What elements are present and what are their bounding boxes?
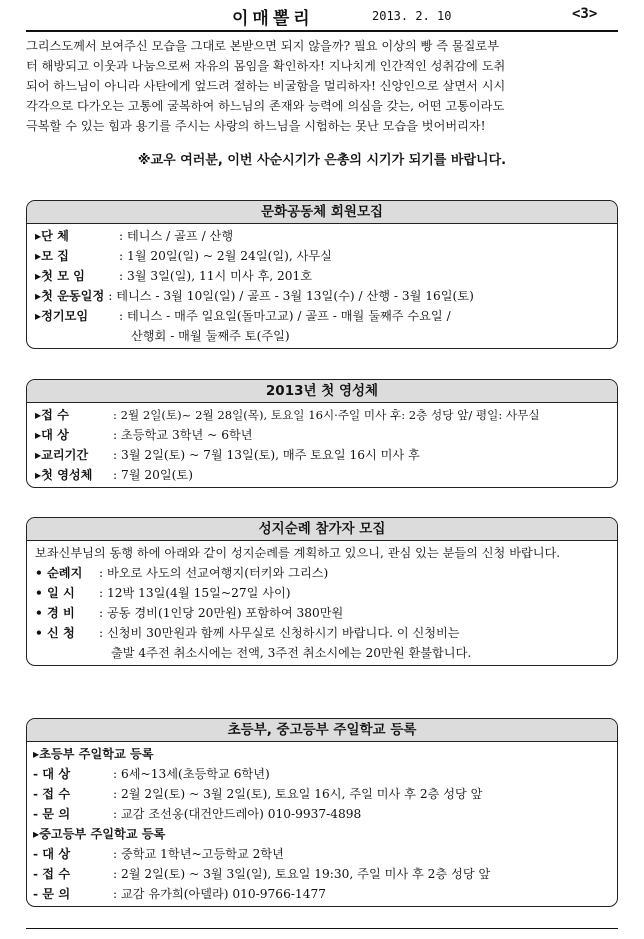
row-value: : 테니스 - 3월 10일(일) / 골프 - 3월 13일(수) / 산행 - 3월 16일(토) — [108, 289, 474, 303]
intro-line: 극복할 수 있는 힘과 용기를 주시는 사랑의 하느님을 시험하는 못난 모습을 벗어버리자! — [26, 119, 486, 133]
row-label: ▸교리기간 — [35, 448, 89, 462]
section-title: 성지순례 참가자 모집 — [27, 518, 617, 541]
intro-line: 그리스도께서 보여주신 모습을 그대로 본받으면 되지 않을까? 필요 이상의 빵 즉 물질로부 — [26, 39, 499, 53]
intro-line: 각각으로 다가오는 고통에 굴복하여 하느님의 존재와 능력에 의심을 갖는, 어떤 고통이라도 — [26, 99, 505, 113]
info-row — [33, 864, 609, 884]
row-value: 출발 4주전 취소시에는 전액, 3주전 취소시에는 20만원 환불합니다. — [111, 646, 472, 660]
row-label: ▸첫 모 임 — [35, 269, 85, 283]
row-label: - 대 상 — [33, 847, 71, 861]
row-value: : 1월 20일(일) ~ 2월 24일(일), 사무실 — [119, 249, 332, 263]
row-value: : 테니스 - 매주 일요일(돌마고교) / 골프 - 매월 둘째주 수요일 / — [119, 309, 451, 323]
info-row — [35, 246, 609, 266]
row-label: ▸접 수 — [35, 408, 69, 422]
row-label: ▸단 체 — [35, 229, 69, 243]
row-value: : 신청비 30만원과 함께 사무실로 신청하시기 바랍니다. 이 신청비는 — [99, 626, 460, 640]
section-title: 문화공동체 회원모집 — [27, 201, 617, 224]
row-label: - 접 수 — [33, 867, 71, 881]
issue-date: 2013. 2. 10 — [372, 9, 452, 23]
row-label: • 신 청 — [35, 626, 75, 640]
info-row — [35, 563, 609, 583]
row-value: : 12박 13일(4월 15일~27일 사이) — [99, 586, 291, 600]
page-number: <3> — [572, 6, 598, 22]
group-heading: ▸초등부 주일학교 등록 — [33, 747, 154, 761]
row-value: : 중학교 1학년~고등학교 2학년 — [113, 847, 284, 861]
row-label: - 대 상 — [33, 767, 71, 781]
row-value: : 초등학교 3학년 ~ 6학년 — [113, 428, 253, 442]
first-communion-section — [26, 379, 618, 488]
row-label: - 문 의 — [33, 807, 71, 821]
row-value: : 3월 2일(토) ~ 7월 13일(토), 매주 토요일 16시 미사 후 — [113, 448, 420, 462]
row-label: • 순례지 — [35, 566, 83, 580]
info-row — [35, 583, 609, 603]
info-row — [33, 884, 609, 904]
info-row — [35, 603, 609, 623]
footer-divider — [26, 928, 618, 929]
info-row — [33, 784, 609, 804]
row-value: : 2월 2일(토) ~ 3월 3일(일), 토요일 19:30, 주일 미사 후 2층 성당 앞 — [113, 867, 491, 881]
row-label: ▸정기모임 — [35, 309, 89, 323]
row-label: ▸모 집 — [35, 249, 69, 263]
pilgrimage-section — [26, 517, 618, 666]
intro-line: 되어 하느님이 아니라 사탄에게 엎드려 절하는 비굴함을 멀리하자! 신앙인으로 살면서 시시 — [26, 79, 506, 93]
info-row — [35, 405, 609, 425]
row-value: : 바오로 사도의 선교여행지(터키와 그리스) — [99, 566, 329, 580]
section-title: 초등부, 중고등부 주일학교 등록 — [27, 719, 617, 742]
row-value: 산행회 - 매월 둘째주 토(주일) — [131, 329, 290, 343]
culture-club-section — [26, 200, 618, 349]
info-row — [35, 266, 609, 286]
row-label: ▸첫 운동일정 — [35, 289, 105, 303]
row-label: • 일 시 — [35, 586, 75, 600]
newsletter-header — [26, 4, 618, 32]
info-row-continuation — [35, 326, 609, 346]
info-row — [35, 445, 609, 465]
info-row — [33, 844, 609, 864]
intro-paragraph — [26, 36, 618, 136]
info-row — [35, 306, 609, 326]
row-label: - 접 수 — [33, 787, 71, 801]
closing-message: ※교우 여러분, 이번 사순시기가 은총의 시기가 되기를 바랍니다. — [137, 153, 507, 168]
row-value: : 교감 유가희(아델라) 010-9766-1477 — [113, 887, 326, 901]
sunday-school-section — [26, 718, 618, 907]
info-row — [35, 623, 609, 643]
info-row — [33, 764, 609, 784]
row-value: : 교감 조선옹(대건안드레아) 010-9937-4898 — [113, 807, 362, 821]
section-title: 2013년 첫 영성체 — [27, 380, 617, 403]
info-row — [33, 804, 609, 824]
row-value: : 7월 20일(토) — [113, 468, 193, 482]
section-intro: 보좌신부님의 동행 하에 아래와 같이 성지순례를 계획하고 있으니, 관심 있는 분들의 신청 바랍니다. — [35, 546, 561, 560]
info-row — [35, 286, 609, 306]
row-value: : 6세~13세(초등학교 6학년) — [113, 767, 270, 781]
info-row — [35, 465, 609, 485]
row-label: ▸대 상 — [35, 428, 69, 442]
info-row-continuation — [35, 643, 609, 663]
newsletter-title: 이매뽈리 — [232, 9, 314, 29]
row-label: - 문 의 — [33, 887, 71, 901]
row-value: : 2월 2일(토)~ 2월 28일(목), 토요일 16시·주일 미사 후: 2층 성당 앞/ 평일: 사무실 — [113, 408, 540, 422]
intro-line: 터 해방되고 이웃과 나눔으로써 자유의 몸임을 확인하자! 지나치게 인간적인 성취감에 도취 — [26, 59, 506, 73]
row-value: : 3월 3일(일), 11시 미사 후, 201호 — [119, 269, 313, 283]
group-heading: ▸중고등부 주일학교 등록 — [33, 827, 166, 841]
info-row — [35, 226, 609, 246]
row-value: : 공동 경비(1인당 20만원) 포함하여 380만원 — [99, 606, 344, 620]
row-value: : 테니스 / 골프 / 산행 — [119, 229, 234, 243]
info-row — [35, 425, 609, 445]
row-label: • 경 비 — [35, 606, 75, 620]
row-value: : 2월 2일(토) ~ 3월 2일(토), 토요일 16시, 주일 미사 후 2층 성당 앞 — [113, 787, 483, 801]
row-label: ▸첫 영성체 — [35, 468, 93, 482]
